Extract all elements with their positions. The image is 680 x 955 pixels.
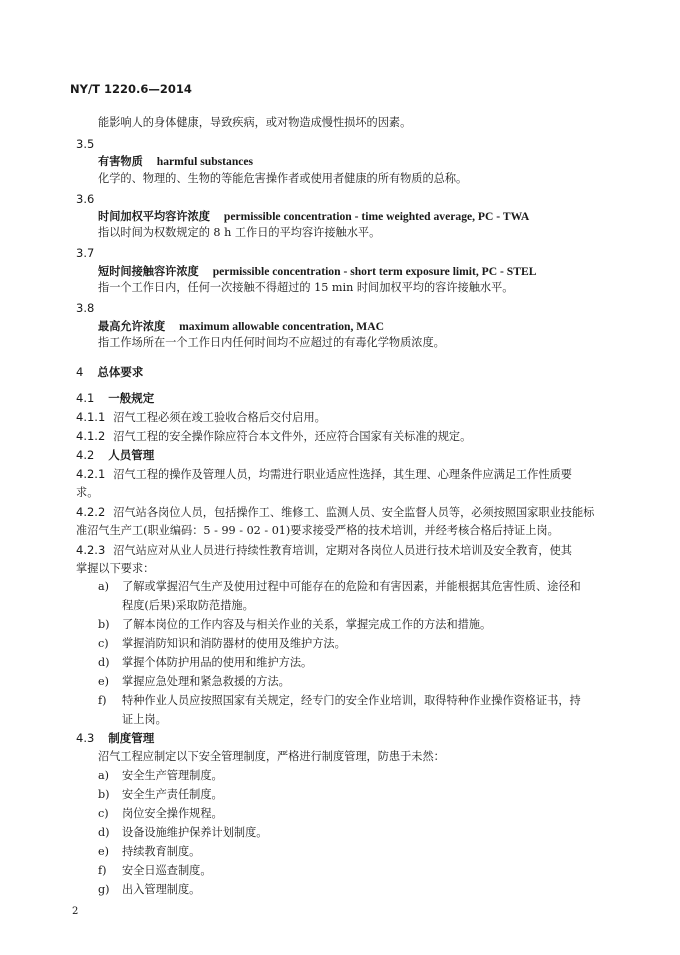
list-item-label: g) — [98, 883, 110, 896]
clause-text: 沼气工程的操作及管理人员，均需进行职业适应性选择，其生理、心理条件应满足工作性质要 — [113, 468, 572, 481]
term-definition: 指一个工作日内，任何一次接触不得超过的 15 min 时间加权平均的容许接触水平。 — [98, 281, 514, 294]
term-definition: 化学的、物理的、生物的等能危害操作者或使用者健康的所有物质的总称。 — [98, 172, 468, 185]
list-item-text: 掌握应急处理和紧急救援的方法。 — [122, 675, 290, 688]
list-item-text: 安全生产责任制度。 — [122, 788, 223, 801]
list-item-label: a) — [98, 580, 110, 593]
subsection-heading — [76, 731, 154, 745]
subsection-intro: 沼气工程应制定以下安全管理制度，严格进行制度管理，防患于未然： — [98, 750, 445, 763]
list-item-label: e) — [98, 845, 109, 858]
list-item-text: 岗位安全操作规程。 — [122, 807, 223, 820]
subsection-number: 4.1 — [76, 391, 95, 405]
list-item-text: 持续教育制度。 — [122, 845, 201, 858]
term-definition: 指工作场所在一个工作日内任何时间均不应超过的有毒化学物质浓度。 — [98, 336, 445, 349]
list-item-text: 设备设施维护保养计划制度。 — [122, 826, 268, 839]
list-item-text: 掌握个体防护用品的使用和维护方法。 — [122, 656, 313, 669]
subsection-number: 4.2 — [76, 448, 95, 462]
list-item-label: c) — [98, 807, 109, 820]
clause — [76, 410, 326, 425]
subsection-number: 4.3 — [76, 731, 95, 745]
subsection-heading — [76, 448, 154, 462]
clause-number: 4.1.1 — [76, 410, 106, 424]
term-cn: 短时间接触容许浓度 — [98, 264, 199, 278]
term-cn: 时间加权平均容许浓度 — [98, 209, 210, 223]
term-cn: 最高允许浓度 — [98, 319, 166, 333]
clause-continuation: 准沼气生产工(职业编码：5 - 99 - 02 - 01)要求接受严格的技术培训，并经考核合格后持证上岗。 — [76, 524, 559, 537]
clause-text: 沼气工程必须在竣工验收合格后交付启用。 — [113, 411, 326, 424]
term-heading — [98, 209, 529, 224]
term-en: permissible concentration - short term exposure limit, PC - STEL — [212, 265, 537, 278]
term-definition: 指以时间为权数规定的 8 h 工作日的平均容许接触水平。 — [98, 226, 381, 239]
clause — [76, 467, 572, 482]
list-item-label: d) — [98, 656, 110, 669]
clause — [76, 429, 471, 444]
list-item-label: b) — [98, 618, 110, 631]
clause-continuation: 求。 — [76, 486, 99, 499]
list-item-label: f) — [98, 864, 107, 877]
list-item-continuation: 程度(后果)采取防范措施。 — [122, 599, 254, 612]
term-cn: 有害物质 — [98, 154, 143, 168]
list-item-label: b) — [98, 788, 110, 801]
list-item-label: a) — [98, 769, 110, 782]
term-en: permissible concentration - time weighted average, PC - TWA — [223, 210, 530, 223]
term-heading — [98, 154, 253, 169]
clause-number: 4.1.2 — [76, 429, 106, 443]
list-item-text: 掌握消防知识和消防器材的使用及维护方法。 — [122, 637, 346, 650]
list-item-label: e) — [98, 675, 109, 688]
clause-continuation: 掌握以下要求： — [76, 562, 155, 575]
clause-number: 4.2.2 — [76, 505, 106, 519]
clause — [76, 543, 572, 558]
clause-text: 沼气站应对从业人员进行持续性教育培训，定期对各岗位人员进行技术培训及安全教育，使其 — [113, 544, 572, 557]
section-title: 总体要求 — [97, 365, 144, 379]
subsection-title: 人员管理 — [108, 448, 155, 462]
list-item-text: 安全生产管理制度。 — [122, 769, 223, 782]
list-item-label: f) — [98, 694, 107, 707]
clause — [76, 505, 594, 520]
clause-text: 沼气工程的安全操作除应符合本文件外，还应符合国家有关标准的规定。 — [113, 430, 472, 443]
term-number: 3.5 — [76, 137, 95, 151]
section-heading — [76, 365, 143, 379]
term-heading — [98, 319, 384, 334]
list-item-text: 了解或掌握沼气生产及使用过程中可能存在的危险和有害因素，并能根据其危害性质、途径和 — [122, 580, 581, 593]
term-en: harmful substances — [156, 155, 254, 168]
section-number: 4 — [76, 365, 84, 379]
term-heading — [98, 264, 536, 279]
clause-text: 沼气站各岗位人员，包括操作工、维修工、监测人员、安全监督人员等，必须按照国家职业技能标 — [113, 506, 595, 519]
subsection-title: 制度管理 — [108, 731, 155, 745]
term-number: 3.8 — [76, 301, 95, 315]
subsection-heading — [76, 391, 154, 405]
clause-number: 4.2.3 — [76, 543, 106, 557]
term-number: 3.7 — [76, 246, 95, 260]
list-item-label: d) — [98, 826, 110, 839]
continued-paragraph: 能影响人的身体健康，导致疾病，或对物造成慢性损坏的因素。 — [98, 116, 412, 129]
page-number: 2 — [72, 906, 79, 917]
list-item-continuation: 证上岗。 — [122, 713, 167, 726]
term-number: 3.6 — [76, 192, 95, 206]
list-item-text: 了解本岗位的工作内容及与相关作业的关系，掌握完成工作的方法和措施。 — [122, 618, 492, 631]
subsection-title: 一般规定 — [108, 391, 155, 405]
term-en: maximum allowable concentration, MAC — [179, 320, 384, 333]
list-item-label: c) — [98, 637, 109, 650]
standard-code-header: NY/T 1220.6—2014 — [70, 82, 192, 96]
list-item-text: 出入管理制度。 — [122, 883, 201, 896]
list-item-text: 特种作业人员应按照国家有关规定，经专门的安全作业培训，取得特种作业操作资格证书，持 — [122, 694, 581, 707]
list-item-text: 安全日巡查制度。 — [122, 864, 212, 877]
clause-number: 4.2.1 — [76, 467, 106, 481]
